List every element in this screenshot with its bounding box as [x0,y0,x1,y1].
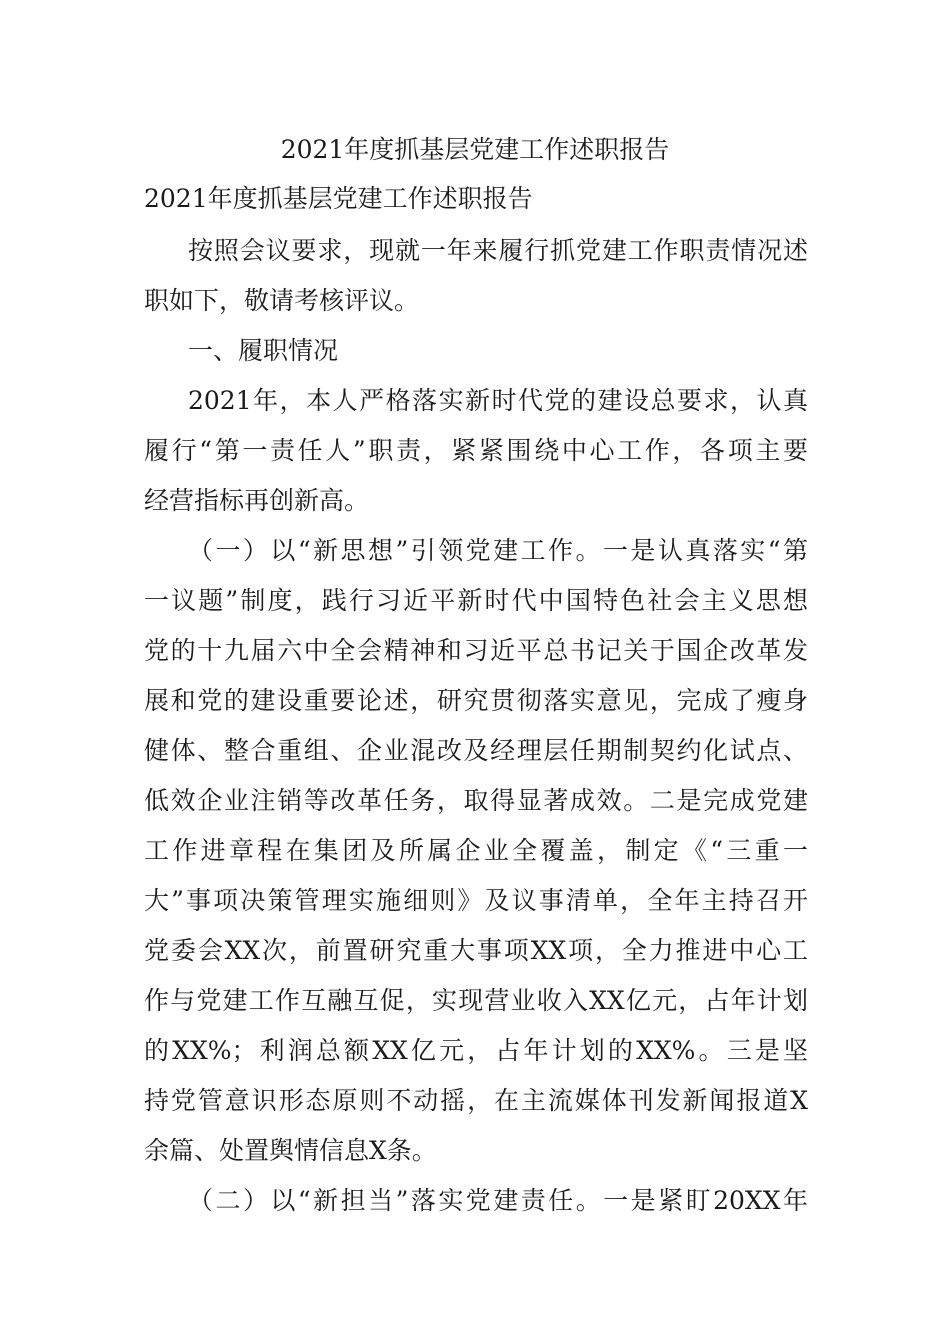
paragraph-line: 经营指标再创新高。 [144,486,370,515]
paragraph-line: 的XX%；利润总额XX亿元，占年计划的XX%。三是坚 [144,1036,808,1065]
paragraph-line: 持党管意识形态原则不动摇，在主流媒体刊发新闻报道X [144,1086,808,1115]
paragraph-line: 2021年，本人严格落实新时代党的建设总要求，认真 [188,386,808,415]
paragraph-line: 党的十九届六中全会精神和习近平总书记关于国企改革发 [144,636,808,665]
paragraph-line: 履行“第一责任人”职责，紧紧围绕中心工作，各项主要 [144,436,808,465]
paragraph-line: 作与党建工作互融互促，实现营业收入XX亿元，占年计划 [144,986,808,1015]
paragraph-line: 职如下，敬请考核评议。 [144,286,420,315]
document-subtitle: 2021年度抓基层党建工作述职报告 [144,184,533,213]
paragraph-line: 党委会XX次，前置研究重大事项XX项，全力推进中心工 [144,936,808,965]
paragraph-line: 按照会议要求，现就一年来履行抓党建工作职责情况述 [188,236,808,265]
paragraph-line: 展和党的建设重要论述，研究贯彻落实意见，完成了瘦身 [144,686,808,715]
document-title: 2021年度抓基层党建工作述职报告 [280,135,670,164]
paragraph-line: （二）以“新担当”落实党建责任。一是紧盯20XX年 [188,1186,808,1215]
paragraph-line: 一议题”制度，践行习近平新时代中国特色社会主义思想 [144,586,808,615]
paragraph-line: 健体、整合重组、企业混改及经理层任期制契约化试点、 [144,736,808,765]
paragraph-line: 低效企业注销等改革任务，取得显著成效。二是完成党建 [144,786,808,815]
paragraph-line: 余篇、处置舆情信息X条。 [144,1136,437,1165]
section-heading: 一、履职情况 [188,336,339,365]
paragraph-line: （一）以“新思想”引领党建工作。一是认真落实“第 [188,536,808,565]
paragraph-line: 大”事项决策管理实施细则》及议事清单，全年主持召开 [144,886,808,915]
paragraph-line: 工作进章程在集团及所属企业全覆盖，制定《“三重一 [144,836,808,865]
